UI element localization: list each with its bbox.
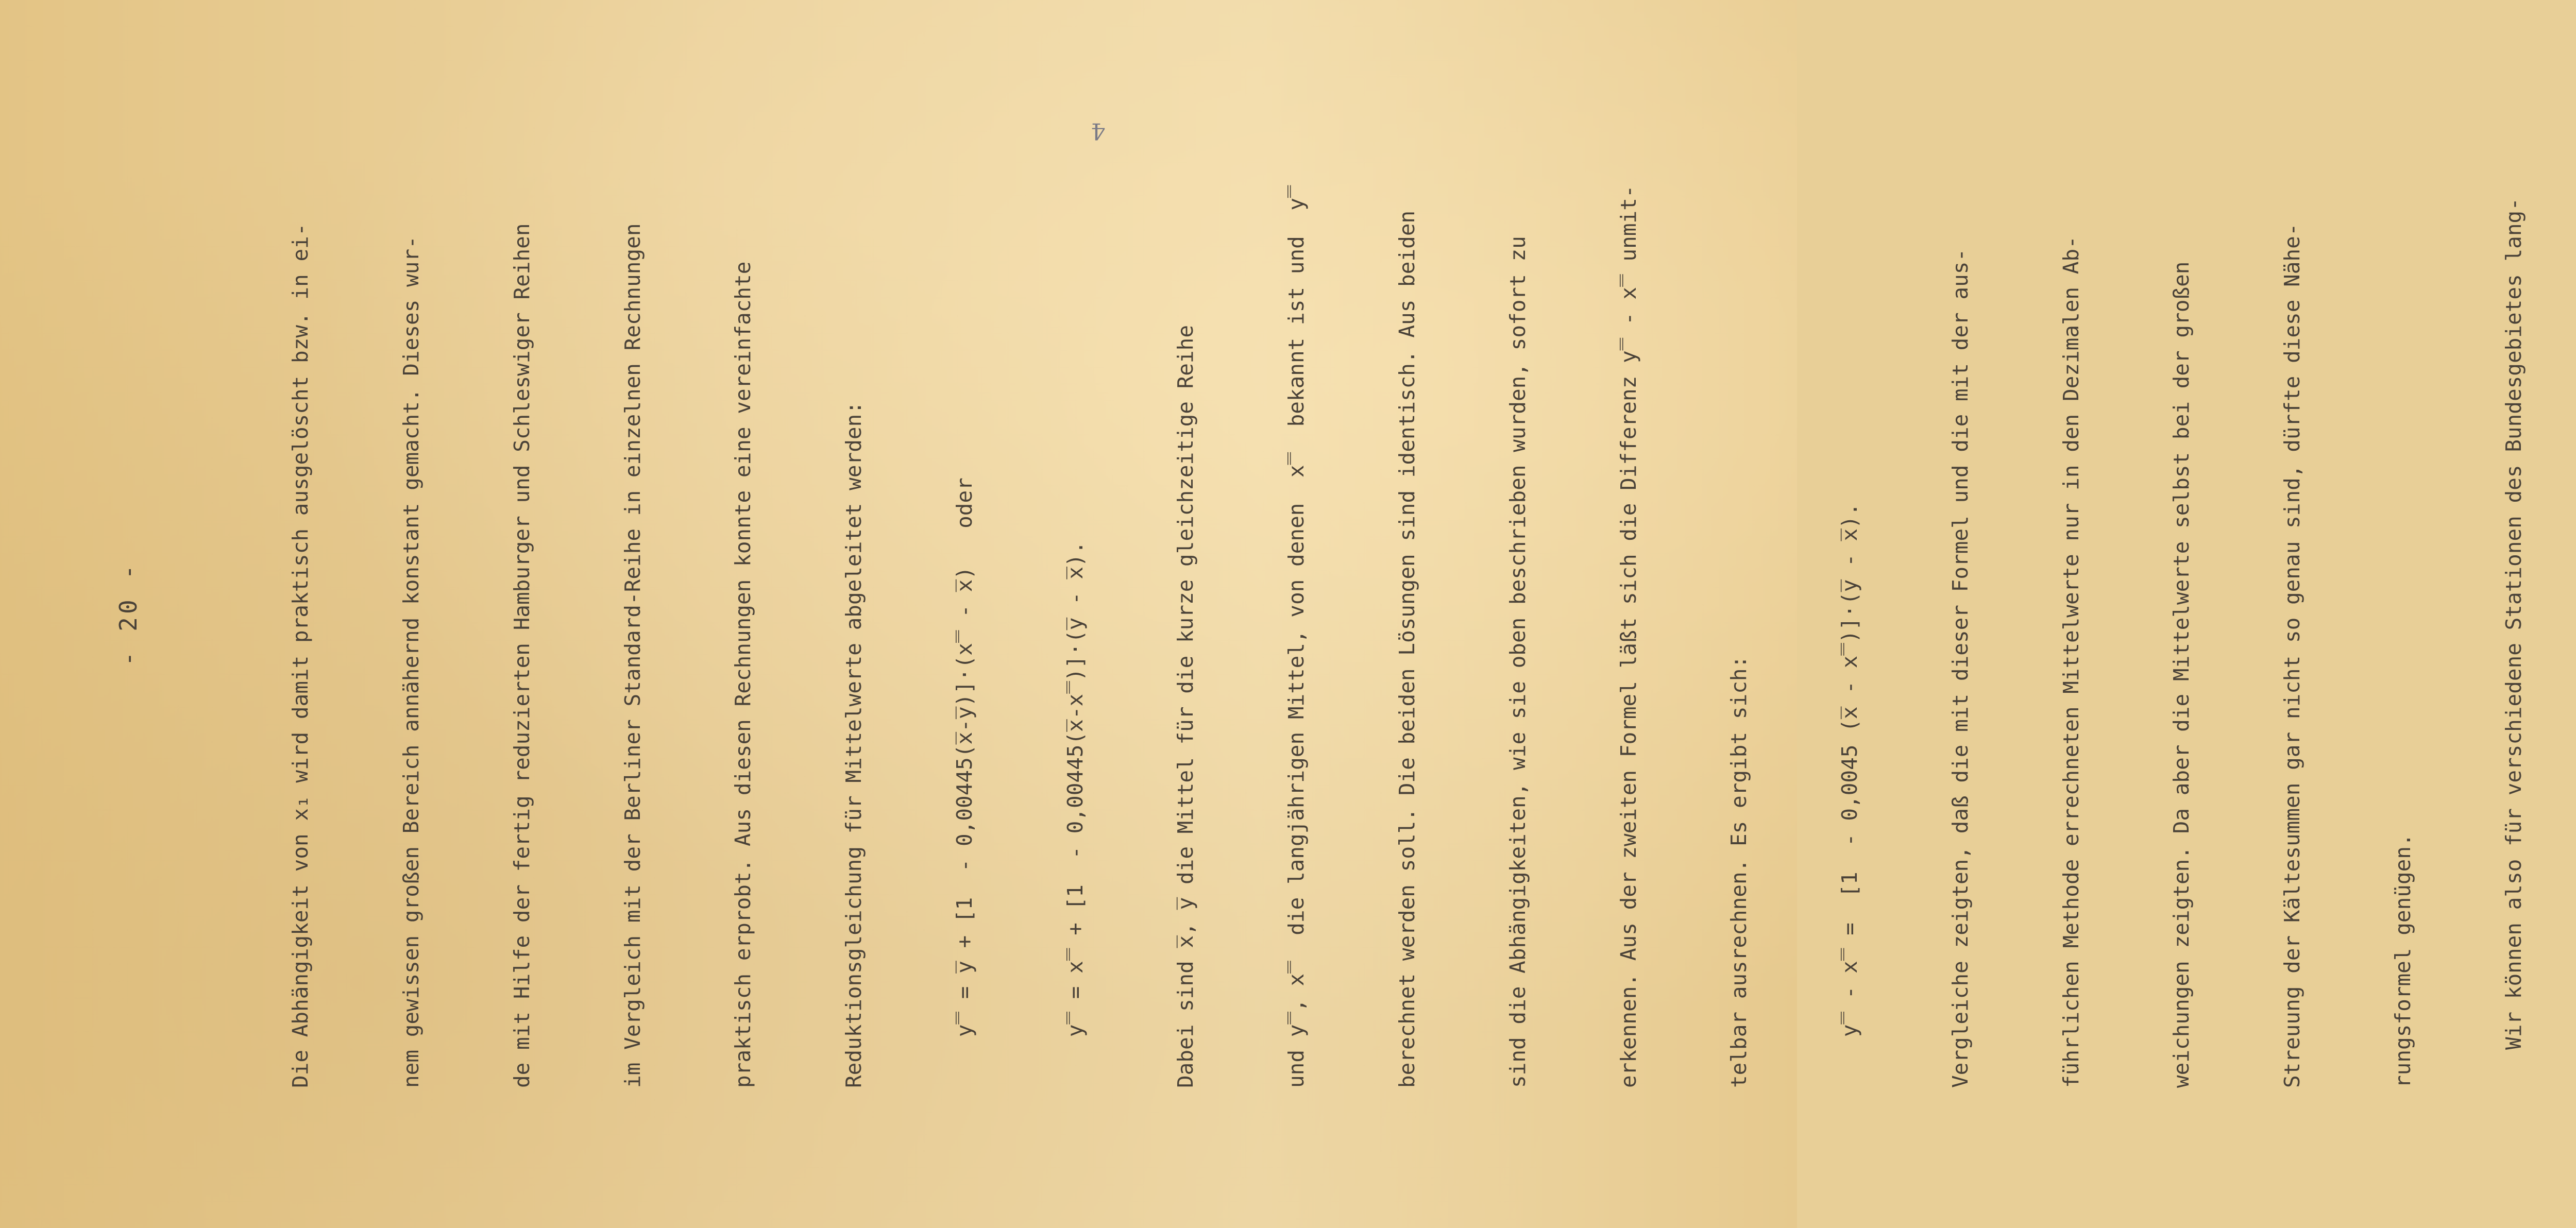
text-line: Vergleiche zeigten, daß die mit dieser Formel und die mit der aus- — [1947, 248, 1973, 1088]
text-line: im Vergleich mit der Berliner Standard-Reihe in einzelnen Rechnungen — [620, 223, 645, 1088]
text-line: de mit Hilfe der fertig reduzierten Hamburger und Schleswiger Reihen — [509, 223, 534, 1088]
formula-line: y̿ = x̿ + [1 - 0,00445(x̅-x̿)]·(y̅ - x̅). — [1062, 541, 1088, 1088]
page-number: - 20 - — [114, 561, 142, 667]
text-line: Wir können also für verschiedene Stationen des Bundesgebietes lang- — [2501, 198, 2526, 1088]
text-line: sind die Abhängigkeiten, wie sie oben beschrieben wurden, sofort zu — [1505, 236, 1530, 1088]
text-line: führlichen Methode errechneten Mittelwerte nur in den Dezimalen Ab- — [2058, 236, 2083, 1088]
formula-line: y̿ = y̅ + [1 - 0,00445(x̅-y̅)]·(x̿ - x̅) oder — [952, 477, 977, 1088]
text-line: weichungen zeigten. Da aber die Mittelwerte selbst bei der großen — [2169, 261, 2194, 1088]
pencil-page-mark: 4 — [1091, 117, 1106, 144]
body-text — [209, 150, 2576, 1088]
text-line: Reduktionsgleichung für Mittelwerte abgeleitet werden: — [841, 401, 867, 1088]
text-line: Dabei sind x̅, y̅ die Mittel für die kurze gleichzeitige Reihe — [1173, 325, 1198, 1088]
text-line: nem gewissen großen Bereich annähernd konstant gemacht. Dieses wur- — [398, 236, 423, 1088]
text-line: berechnet werden soll. Die beiden Lösungen sind identisch. Aus beiden — [1395, 210, 1419, 1088]
text-line: Die Abhängigkeit von x₁ wird damit praktisch ausgelöscht bzw. in ei- — [288, 223, 313, 1088]
text-line: Streuung der Kältesummen gar nicht so genau sind, dürfte diese Nähe- — [2280, 223, 2305, 1088]
text-line: und y̿, x̿ die langjährigen Mittel, von denen x̿ bekannt ist und y̿ — [1284, 185, 1309, 1088]
formula-line: y̿ - x̿ = [1 - 0,0045 (x̅ - x̿)]·(y̅ - x̅). — [1837, 503, 1862, 1088]
text-line: rungsformel genügen. — [2391, 833, 2416, 1088]
text-line: erkennen. Aus der zweiten Formel läßt sich die Differenz y̿ - x̿ unmit- — [1616, 185, 1641, 1088]
text-line: telbar ausrechnen. Es ergibt sich: — [1726, 655, 1752, 1088]
text-line: praktisch erprobt. Aus diesen Rechnungen konnte eine vereinfachte — [731, 261, 756, 1088]
